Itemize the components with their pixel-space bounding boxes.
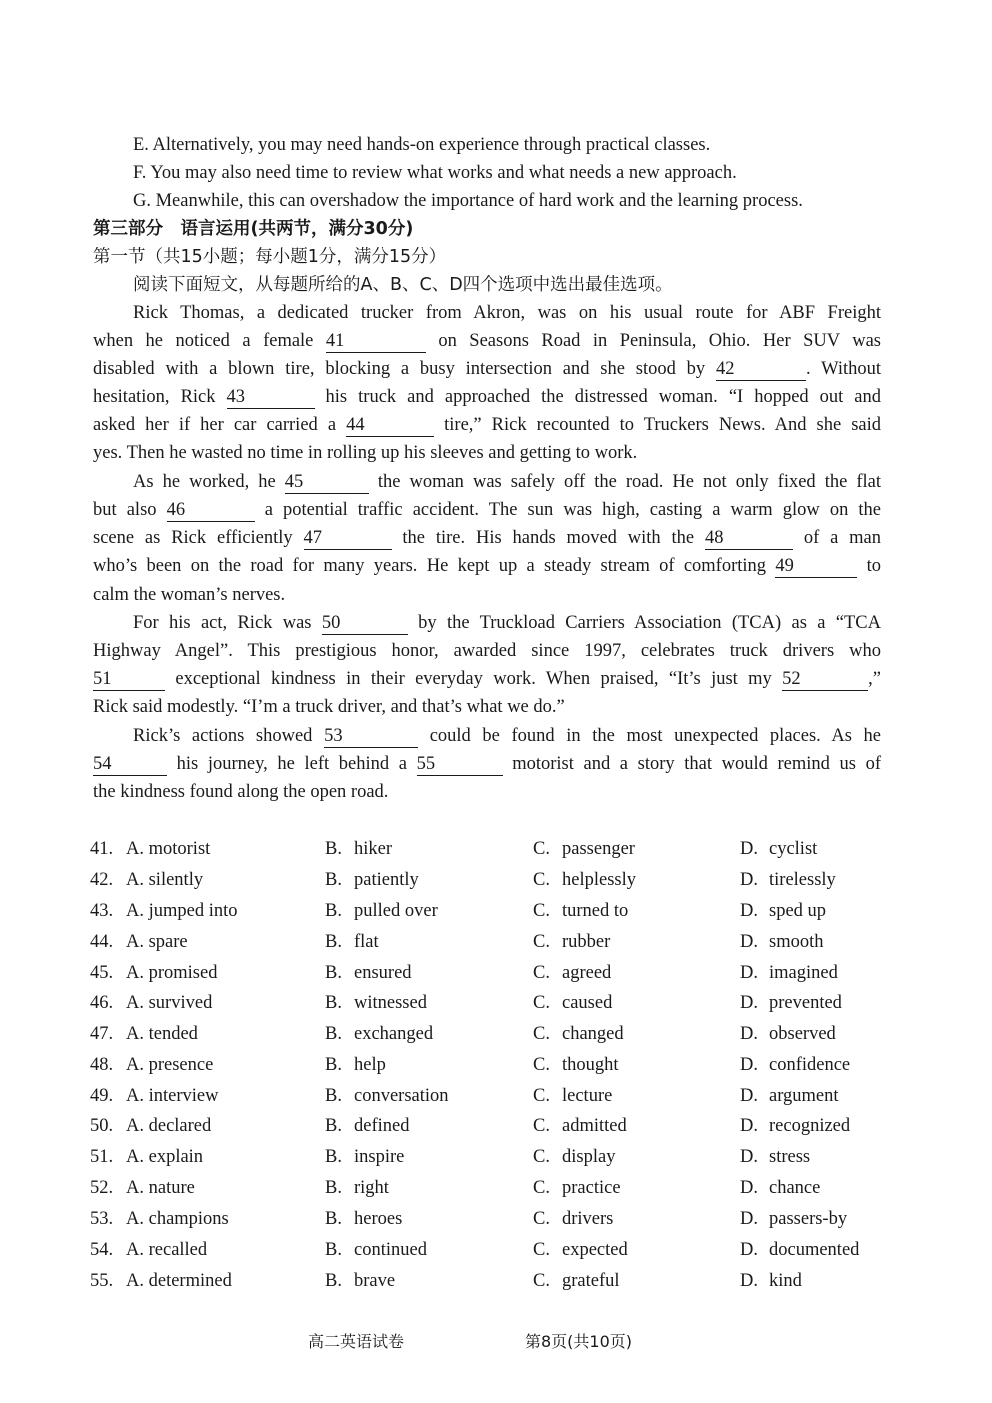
option-b bbox=[325, 1019, 433, 1049]
option-c-text: passenger bbox=[562, 839, 635, 859]
option-letter: B. bbox=[325, 993, 342, 1013]
option-b bbox=[325, 1050, 386, 1080]
passage-line bbox=[93, 524, 881, 552]
question-number: 50. bbox=[90, 1116, 114, 1136]
option-d-text: imagined bbox=[769, 963, 838, 983]
option-a bbox=[90, 834, 210, 864]
option-a-text: A. silently bbox=[126, 870, 204, 890]
option-a bbox=[90, 927, 188, 957]
option-letter: D. bbox=[740, 1271, 758, 1291]
option-d bbox=[740, 1204, 847, 1234]
question-number: 51. bbox=[90, 1147, 114, 1167]
option-letter: B. bbox=[325, 901, 342, 921]
option-a-text: A. declared bbox=[126, 1116, 212, 1136]
option-letter: D. bbox=[740, 1116, 758, 1136]
option-c bbox=[533, 865, 636, 895]
option-d bbox=[740, 927, 823, 957]
option-letter: D. bbox=[740, 1178, 758, 1198]
blank-50: 50 bbox=[322, 612, 408, 635]
question-number: 53. bbox=[90, 1209, 114, 1229]
question-row bbox=[90, 1204, 890, 1234]
option-c-text: caused bbox=[562, 993, 613, 1013]
passage-line bbox=[93, 468, 881, 496]
option-b bbox=[325, 896, 438, 926]
question-number: 54. bbox=[90, 1240, 114, 1260]
option-a bbox=[90, 865, 203, 895]
option-letter: B. bbox=[325, 1271, 342, 1291]
passage-text: to bbox=[866, 556, 882, 576]
option-b-text: defined bbox=[354, 1116, 410, 1136]
option-a-text: A. presence bbox=[126, 1055, 214, 1075]
passage-line bbox=[93, 552, 881, 580]
passage-line bbox=[93, 383, 881, 411]
option-f: F. You may also need time to review what works and what needs a new approach. bbox=[133, 163, 737, 183]
option-a bbox=[90, 1111, 211, 1141]
option-c bbox=[533, 1050, 619, 1080]
option-letter: B. bbox=[325, 932, 342, 952]
option-d bbox=[740, 834, 817, 864]
passage-text: who’s been on the road for many years. He kept up a steady stream of comforting bbox=[93, 556, 767, 576]
blank-43: 43 bbox=[227, 386, 315, 409]
option-d bbox=[740, 1081, 839, 1111]
section1-title: 第一节（共15小题；每小题1分，满分15分） bbox=[93, 247, 447, 267]
option-a-text: A. spare bbox=[126, 932, 188, 952]
passage-text: ,” bbox=[868, 669, 881, 689]
question-row bbox=[90, 1266, 890, 1296]
passage-text: hesitation, Rick bbox=[93, 387, 216, 407]
option-d-text: argument bbox=[769, 1086, 839, 1106]
question-number: 41. bbox=[90, 839, 114, 859]
option-letter: D. bbox=[740, 1240, 758, 1260]
question-number: 52. bbox=[90, 1178, 114, 1198]
passage-line: the kindness found along the open road. bbox=[93, 782, 389, 802]
option-d bbox=[740, 958, 838, 988]
option-d bbox=[740, 1050, 850, 1080]
option-letter: C. bbox=[533, 993, 550, 1013]
question-row bbox=[90, 1019, 890, 1049]
passage-text: a potential traffic accident. The sun was high, casting a warm glow on the bbox=[264, 500, 881, 520]
blank-41: 41 bbox=[326, 330, 426, 353]
option-a-text: A. recalled bbox=[126, 1240, 208, 1260]
option-letter: C. bbox=[533, 1147, 550, 1167]
option-letter: B. bbox=[325, 839, 342, 859]
option-d bbox=[740, 1111, 850, 1141]
option-e: E. Alternatively, you may need hands-on experience through practical classes. bbox=[133, 135, 711, 155]
option-b-text: continued bbox=[354, 1240, 427, 1260]
passage-line bbox=[93, 411, 881, 439]
option-letter: D. bbox=[740, 932, 758, 952]
option-d-text: documented bbox=[769, 1240, 860, 1260]
passage-text: on Seasons Road in Peninsula, Ohio. Her SUV was bbox=[438, 331, 881, 351]
option-c-text: practice bbox=[562, 1178, 621, 1198]
option-letter: C. bbox=[533, 1086, 550, 1106]
option-d bbox=[740, 896, 826, 926]
option-a-text: A. determined bbox=[126, 1271, 232, 1291]
option-d-text: observed bbox=[769, 1024, 836, 1044]
passage-line bbox=[93, 722, 881, 750]
option-c bbox=[533, 958, 611, 988]
passage-text: of a man bbox=[803, 528, 882, 548]
option-c-text: drivers bbox=[562, 1209, 614, 1229]
option-d bbox=[740, 1235, 859, 1265]
option-a bbox=[90, 896, 238, 926]
passage-text: . Without bbox=[806, 359, 881, 379]
option-d-text: confidence bbox=[769, 1055, 851, 1075]
option-a bbox=[90, 1266, 232, 1296]
passage-text: the tire. His hands moved with the bbox=[402, 528, 695, 548]
option-c-text: admitted bbox=[562, 1116, 627, 1136]
question-row bbox=[90, 1081, 890, 1111]
option-b bbox=[325, 865, 419, 895]
blank-44: 44 bbox=[346, 414, 434, 437]
passage-line bbox=[93, 355, 881, 383]
option-b-text: brave bbox=[354, 1271, 396, 1291]
passage-line bbox=[93, 750, 881, 778]
option-g: G. Meanwhile, this can overshadow the importance of hard work and the learning process. bbox=[133, 191, 803, 211]
option-letter: C. bbox=[533, 1271, 550, 1291]
option-c-text: changed bbox=[562, 1024, 624, 1044]
option-d bbox=[740, 1266, 802, 1296]
option-d-text: stress bbox=[769, 1147, 811, 1167]
option-b-text: exchanged bbox=[354, 1024, 434, 1044]
option-b bbox=[325, 1235, 427, 1265]
option-b-text: hiker bbox=[354, 839, 393, 859]
option-d-text: cyclist bbox=[769, 839, 818, 859]
option-a bbox=[90, 1204, 229, 1234]
option-b-text: ensured bbox=[354, 963, 412, 983]
option-c-text: thought bbox=[562, 1055, 619, 1075]
option-letter: B. bbox=[325, 1209, 342, 1229]
question-number: 55. bbox=[90, 1271, 114, 1291]
option-b-text: conversation bbox=[354, 1086, 449, 1106]
question-number: 45. bbox=[90, 963, 114, 983]
option-letter: D. bbox=[740, 963, 758, 983]
option-d-text: sped up bbox=[769, 901, 827, 921]
option-a bbox=[90, 1019, 198, 1049]
passage-text: his truck and approached the distressed woman. “I hopped out and bbox=[325, 387, 882, 407]
option-b-text: right bbox=[354, 1178, 389, 1198]
instruction: 阅读下面短文，从每题所给的A、B、C、D四个选项中选出最佳选项。 bbox=[133, 275, 673, 295]
option-c-text: agreed bbox=[562, 963, 612, 983]
option-b bbox=[325, 927, 379, 957]
part3-title: 第三部分 语言运用(共两节，满分30分) bbox=[93, 219, 414, 239]
question-row bbox=[90, 834, 890, 864]
option-d-text: passers-by bbox=[769, 1209, 848, 1229]
passage-text: his journey, he left behind a bbox=[176, 754, 407, 774]
option-c-text: grateful bbox=[562, 1271, 620, 1291]
option-b-text: flat bbox=[354, 932, 379, 952]
option-letter: B. bbox=[325, 870, 342, 890]
passage-text: but also bbox=[93, 500, 157, 520]
option-letter: D. bbox=[740, 1024, 758, 1044]
blank-47: 47 bbox=[304, 527, 392, 550]
blank-51: 51 bbox=[93, 668, 165, 691]
option-a bbox=[90, 1081, 218, 1111]
passage-line: Rick Thomas, a dedicated trucker from Akron, was on his usual route for ABF Freight bbox=[133, 303, 881, 323]
option-b bbox=[325, 1142, 404, 1172]
option-letter: C. bbox=[533, 1024, 550, 1044]
passage-line: Rick said modestly. “I’m a truck driver, and that’s what we do.” bbox=[93, 697, 565, 717]
passage-text: scene as Rick efficiently bbox=[93, 528, 293, 548]
passage-text: As he worked, he bbox=[133, 472, 276, 492]
option-letter: B. bbox=[325, 1086, 342, 1106]
passage-line bbox=[93, 327, 881, 355]
option-d-text: tirelessly bbox=[769, 870, 836, 890]
footer-page-number: 第8页(共10页) bbox=[525, 1332, 633, 1351]
option-letter: B. bbox=[325, 963, 342, 983]
option-d bbox=[740, 865, 836, 895]
option-c-text: turned to bbox=[562, 901, 629, 921]
option-a-text: A. explain bbox=[126, 1147, 204, 1167]
option-letter: D. bbox=[740, 1055, 758, 1075]
question-row bbox=[90, 1142, 890, 1172]
option-letter: C. bbox=[533, 1209, 550, 1229]
option-c bbox=[533, 834, 635, 864]
option-letter: B. bbox=[325, 1178, 342, 1198]
question-row bbox=[90, 1111, 890, 1141]
option-b bbox=[325, 1204, 402, 1234]
option-letter: D. bbox=[740, 870, 758, 890]
option-b-text: pulled over bbox=[354, 901, 438, 921]
option-letter: C. bbox=[533, 1240, 550, 1260]
option-b-text: inspire bbox=[354, 1147, 405, 1167]
option-c bbox=[533, 927, 610, 957]
option-a bbox=[90, 1050, 213, 1080]
option-d bbox=[740, 1142, 810, 1172]
option-b bbox=[325, 958, 412, 988]
option-letter: D. bbox=[740, 1086, 758, 1106]
footer-subject: 高二英语试卷 bbox=[308, 1332, 405, 1351]
option-a-text: A. interview bbox=[126, 1086, 219, 1106]
option-c-text: helplessly bbox=[562, 870, 636, 890]
question-row bbox=[90, 896, 890, 926]
option-letter: B. bbox=[325, 1116, 342, 1136]
question-row bbox=[90, 927, 890, 957]
option-c bbox=[533, 1142, 615, 1172]
question-row bbox=[90, 988, 890, 1018]
question-number: 46. bbox=[90, 993, 114, 1013]
question-number: 43. bbox=[90, 901, 114, 921]
question-row bbox=[90, 1050, 890, 1080]
option-c bbox=[533, 1235, 628, 1265]
option-c bbox=[533, 1173, 621, 1203]
passage-text: tire,” Rick recounted to Truckers News. And she said bbox=[444, 415, 882, 435]
question-number: 42. bbox=[90, 870, 114, 890]
option-c bbox=[533, 1111, 627, 1141]
passage-text: when he noticed a female bbox=[93, 331, 314, 351]
option-b bbox=[325, 1173, 389, 1203]
option-a-text: A. jumped into bbox=[126, 901, 238, 921]
option-a bbox=[90, 1235, 207, 1265]
option-a bbox=[90, 1142, 203, 1172]
option-d bbox=[740, 988, 842, 1018]
option-c-text: expected bbox=[562, 1240, 628, 1260]
option-a-text: A. promised bbox=[126, 963, 218, 983]
passage-text: exceptional kindness in their everyday work. When praised, “It’s just my bbox=[175, 669, 772, 689]
option-letter: D. bbox=[740, 1209, 758, 1229]
option-letter: B. bbox=[325, 1055, 342, 1075]
option-d bbox=[740, 1173, 820, 1203]
passage-text: Rick’s actions showed bbox=[133, 726, 313, 746]
option-d-text: chance bbox=[769, 1178, 821, 1198]
option-a bbox=[90, 1173, 195, 1203]
option-d-text: smooth bbox=[769, 932, 824, 952]
question-row bbox=[90, 958, 890, 988]
passage-text: could be found in the most unexpected places. As he bbox=[429, 726, 882, 746]
option-a-text: A. tended bbox=[126, 1024, 198, 1044]
option-a bbox=[90, 988, 212, 1018]
option-letter: D. bbox=[740, 1147, 758, 1167]
blank-48: 48 bbox=[705, 527, 793, 550]
option-letter: C. bbox=[533, 901, 550, 921]
blank-45: 45 bbox=[285, 471, 369, 494]
option-letter: C. bbox=[533, 870, 550, 890]
option-c-text: rubber bbox=[562, 932, 611, 952]
option-letter: C. bbox=[533, 1055, 550, 1075]
question-number: 44. bbox=[90, 932, 114, 952]
option-letter: B. bbox=[325, 1147, 342, 1167]
option-a-text: A. survived bbox=[126, 993, 213, 1013]
option-b-text: patiently bbox=[354, 870, 419, 890]
option-a-text: A. nature bbox=[126, 1178, 195, 1198]
option-b-text: help bbox=[354, 1055, 386, 1075]
blank-49: 49 bbox=[775, 555, 857, 578]
option-letter: D. bbox=[740, 839, 758, 859]
option-d-text: prevented bbox=[769, 993, 842, 1013]
option-b bbox=[325, 1081, 449, 1111]
blank-46: 46 bbox=[167, 499, 255, 522]
passage-text: the woman was safely off the road. He not only fixed the flat bbox=[377, 472, 882, 492]
option-c-text: lecture bbox=[562, 1086, 613, 1106]
question-number: 47. bbox=[90, 1024, 114, 1044]
option-letter: D. bbox=[740, 993, 758, 1013]
passage-line bbox=[93, 496, 881, 524]
passage-text: by the Truckload Carriers Association (TCA) as a “TCA bbox=[418, 613, 881, 633]
blank-52: 52 bbox=[782, 668, 868, 691]
option-b-text: witnessed bbox=[354, 993, 427, 1013]
option-letter: C. bbox=[533, 1116, 550, 1136]
option-a bbox=[90, 958, 217, 988]
option-d bbox=[740, 1019, 836, 1049]
blank-53: 53 bbox=[324, 725, 418, 748]
passage-line bbox=[93, 665, 881, 693]
option-c bbox=[533, 988, 612, 1018]
question-row bbox=[90, 1235, 890, 1265]
option-letter: B. bbox=[325, 1240, 342, 1260]
passage-line: calm the woman’s nerves. bbox=[93, 585, 286, 605]
option-c bbox=[533, 1266, 620, 1296]
option-letter: D. bbox=[740, 901, 758, 921]
option-letter: C. bbox=[533, 932, 550, 952]
passage-text: asked her if her car carried a bbox=[93, 415, 337, 435]
passage-line: yes. Then he wasted no time in rolling up his sleeves and getting to work. bbox=[93, 443, 638, 463]
question-number: 48. bbox=[90, 1055, 114, 1075]
option-a-text: A. motorist bbox=[126, 839, 211, 859]
passage-text: For his act, Rick was bbox=[133, 613, 312, 633]
option-d-text: kind bbox=[769, 1271, 802, 1291]
option-c bbox=[533, 896, 628, 926]
option-letter: C. bbox=[533, 963, 550, 983]
option-c bbox=[533, 1019, 624, 1049]
passage-line: Highway Angel”. This prestigious honor, awarded since 1997, celebrates truck drivers who bbox=[93, 641, 881, 661]
question-number: 49. bbox=[90, 1086, 114, 1106]
option-c bbox=[533, 1204, 613, 1234]
passage-text: disabled with a blown tire, blocking a busy intersection and she stood by bbox=[93, 359, 706, 379]
option-b bbox=[325, 1266, 395, 1296]
question-row bbox=[90, 865, 890, 895]
option-b bbox=[325, 988, 427, 1018]
option-c-text: display bbox=[562, 1147, 616, 1167]
option-b bbox=[325, 834, 392, 864]
blank-54: 54 bbox=[93, 753, 167, 776]
option-letter: C. bbox=[533, 1178, 550, 1198]
option-b bbox=[325, 1111, 409, 1141]
option-b-text: heroes bbox=[354, 1209, 403, 1229]
blank-55: 55 bbox=[417, 753, 503, 776]
option-d-text: recognized bbox=[769, 1116, 851, 1136]
option-letter: C. bbox=[533, 839, 550, 859]
blank-42: 42 bbox=[716, 358, 806, 381]
question-row bbox=[90, 1173, 890, 1203]
passage-text: motorist and a story that would remind us of bbox=[512, 754, 882, 774]
passage-line bbox=[93, 609, 881, 637]
option-letter: B. bbox=[325, 1024, 342, 1044]
option-c bbox=[533, 1081, 612, 1111]
option-a-text: A. champions bbox=[126, 1209, 229, 1229]
